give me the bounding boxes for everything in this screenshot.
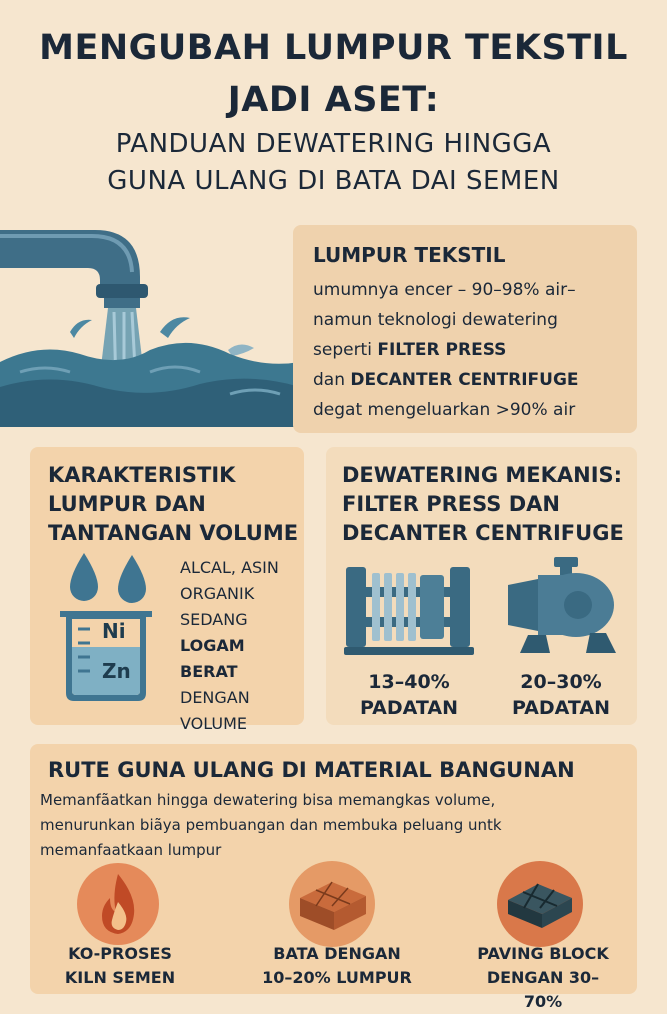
- characteristic-item: ORGANIK: [180, 584, 255, 603]
- subtitle-line-2: GUNA ULANG DI BATA DAI SEMEN: [107, 166, 560, 196]
- characteristics-heading: [48, 461, 298, 548]
- characteristics-card: [30, 447, 304, 733]
- flame-icon: [76, 862, 160, 946]
- title-line-1: MENGUBAH LUMPUR TEKSTIL: [39, 28, 628, 68]
- page-title: [0, 28, 667, 120]
- paving-block-icon: [494, 860, 586, 948]
- reuse-desc-line-1: Memanfãatkan hingga dewatering bisa memangkas volume,: [40, 791, 496, 809]
- intro-heading: LUMPUR TEKSTIL: [313, 243, 506, 267]
- characteristic-item: LOGAM BERAT: [180, 636, 245, 681]
- characteristics-heading-line-1: KARAKTERISTIK: [48, 463, 236, 487]
- reuse-description: [40, 788, 502, 863]
- characteristic-item: VOLUME: [180, 714, 247, 733]
- centrifuge-stat: [498, 669, 624, 721]
- reuse-card: [30, 744, 637, 1011]
- characteristics-list: [180, 555, 304, 737]
- characteristics-heading-line-3: TANTANGAN VOLUME: [48, 521, 299, 545]
- centrifuge-value: 20–30%: [520, 671, 602, 693]
- dewatering-heading-line-1: DEWATERING MEKANIS:: [342, 463, 623, 487]
- filter-press-stat: [346, 669, 472, 721]
- dewatering-heading: [342, 461, 624, 548]
- beaker-label-ni: Ni: [102, 619, 126, 643]
- title-line-2: JADI ASET:: [227, 80, 440, 120]
- characteristic-item: DENGAN: [180, 688, 250, 707]
- filter-press-term: FILTER PRESS: [377, 340, 507, 360]
- intro-line-4: [313, 365, 579, 395]
- reuse-item-line-1: BATA DENGAN: [273, 944, 401, 963]
- intro-line-5: degat mengeluarkan >90% air: [313, 400, 576, 420]
- dewatering-heading-line-3: DECANTER CENTRIFUGE: [342, 521, 624, 545]
- dewatering-heading-line-2: FILTER PRESS DAN: [342, 492, 560, 516]
- filter-press-value: 13–40%: [368, 671, 450, 693]
- faucet-water-illustration: [0, 222, 300, 427]
- centrifuge-unit: PADATAN: [512, 697, 610, 719]
- characteristics-heading-line-2: LUMPUR DAN: [48, 492, 206, 516]
- reuse-heading: RUTE GUNA ULANG DI MATERIAL BANGUNAN: [48, 758, 575, 782]
- filter-press-icon: [344, 559, 474, 657]
- intro-line-2: namun teknologi dewatering: [313, 310, 558, 330]
- intro-card: [293, 225, 637, 433]
- reuse-item-line-1: KO-PROSES: [68, 944, 172, 963]
- reuse-item-paving-block: [468, 942, 618, 1014]
- dewatering-card: [326, 447, 637, 725]
- decanter-centrifuge-term: DECANTER CENTRIFUGE: [350, 370, 579, 390]
- beaker-label-zn: Zn: [102, 659, 131, 683]
- brick-icon: [286, 860, 378, 948]
- reuse-item-line-1: PAVING BLOCK: [477, 944, 609, 963]
- intro-line-3: [313, 335, 579, 365]
- reuse-item-cement-kiln: [50, 942, 190, 990]
- filter-press-unit: PADATAN: [360, 697, 458, 719]
- reuse-desc-line-3: memanfaatkaan lumpur: [40, 841, 222, 859]
- intro-line-4-prefix: dan: [313, 370, 351, 390]
- intro-line-1: umumnya encer – 90–98% air–: [313, 280, 576, 300]
- characteristic-item: ALCAL, ASIN: [180, 558, 279, 577]
- reuse-item-line-2: 10–20% LUMPUR: [262, 968, 412, 987]
- page-subtitle: [0, 126, 667, 200]
- reuse-item-line-2: DENGAN 30–70%: [486, 968, 600, 1011]
- intro-line-3-prefix: seperti: [313, 340, 378, 360]
- intro-text: [313, 275, 579, 425]
- decanter-centrifuge-icon: [498, 555, 620, 657]
- reuse-item-brick: [262, 942, 412, 990]
- reuse-item-line-2: KILN SEMEN: [64, 968, 176, 987]
- characteristic-item: SEDANG: [180, 610, 248, 629]
- reuse-desc-line-2: menurunkan biãya pembuangan dan membuka peluang untk: [40, 816, 502, 834]
- subtitle-line-1: PANDUAN DEWATERING HINGGA: [115, 129, 552, 159]
